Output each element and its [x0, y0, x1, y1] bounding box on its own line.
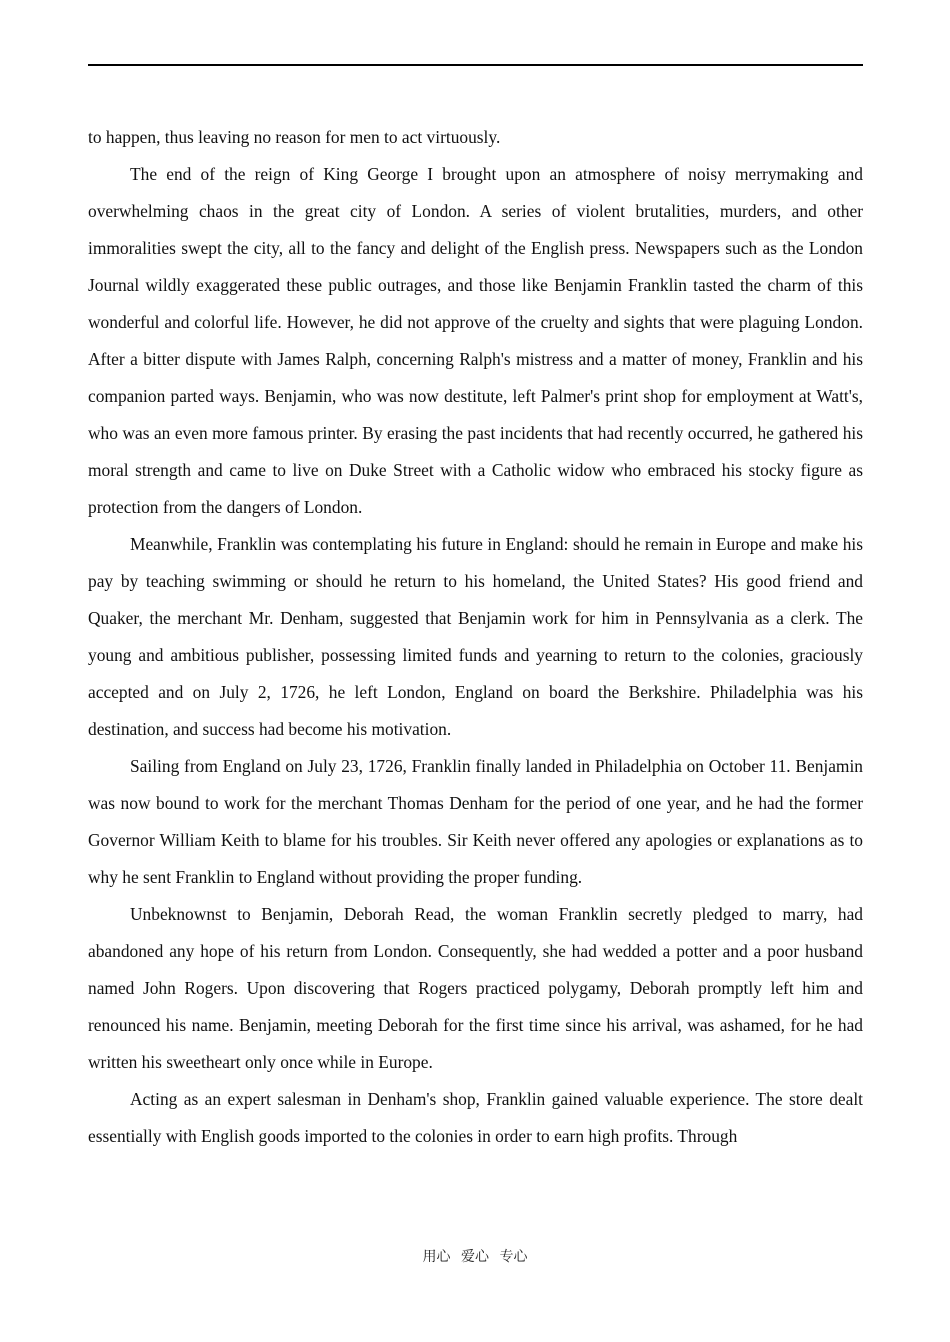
paragraph: Sailing from England on July 23, 1726, Franklin finally landed in Philadelphia on October 11. Benjamin was now bound to work for the merchant Thomas Denham for the period of one year, and he had the former Governor William Keith to blame for his troubles. Sir Keith never offered any apologies or explanations as to why he sent Franklin to England without providing the proper funding.: [88, 756, 863, 887]
page-footer: 用心 爱心 专心: [422, 1249, 528, 1265]
paragraph: The end of the reign of King George I brought upon an atmosphere of noisy merrymaking and overwhelming chaos in the great city of London. A series of violent brutalities, murders, and other immoralities swept the city, all to the fancy and delight of the English press. Newspapers such as the London Journal wildly exaggerated these public outrages, and those like Benjamin Franklin tasted the charm of this wonderful and colorful life. However, he did not approve of the cruelty and sights that were plaguing London. After a bitter dispute with James Ralph, concerning Ralph's mistress and a matter of money, Franklin and his companion parted ways. Benjamin, who was now destitute, left Palmer's print shop for employment at Watt's, who was an even more famous printer. By erasing the past incidents that had recently occurred, he gathered his moral strength and came to live on Duke Street with a Catholic widow who embraced his stocky figure as protection from the dangers of London.: [88, 164, 863, 517]
paragraph-continuation: to happen, thus leaving no reason for men to act virtuously.: [88, 127, 501, 147]
document-body: [88, 119, 863, 1155]
paragraph: Unbeknownst to Benjamin, Deborah Read, the woman Franklin secretly pledged to marry, had abandoned any hope of his return from London. Consequently, she had wedded a potter and a poor husband named John Rogers. Upon discovering that Rogers practiced polygamy, Deborah promptly left him and renounced his name. Benjamin, meeting Deborah for the first time since his arrival, was ashamed, for he had written his sweetheart only once while in Europe.: [88, 904, 863, 1072]
header-rule: [88, 64, 863, 66]
paragraph: Meanwhile, Franklin was contemplating his future in England: should he remain in Europe and make his pay by teaching swimming or should he return to his homeland, the United States? His good friend and Quaker, the merchant Mr. Denham, suggested that Benjamin work for him in Pennsylvania as a clerk. The young and ambitious publisher, possessing limited funds and yearning to return to the colonies, graciously accepted and on July 2, 1726, he left London, England on board the Berkshire. Philadelphia was his destination, and success had become his motivation.: [88, 534, 863, 739]
paragraph: Acting as an expert salesman in Denham's shop, Franklin gained valuable experience. The store dealt essentially with English goods imported to the colonies in order to earn high profits. Through: [88, 1089, 863, 1146]
